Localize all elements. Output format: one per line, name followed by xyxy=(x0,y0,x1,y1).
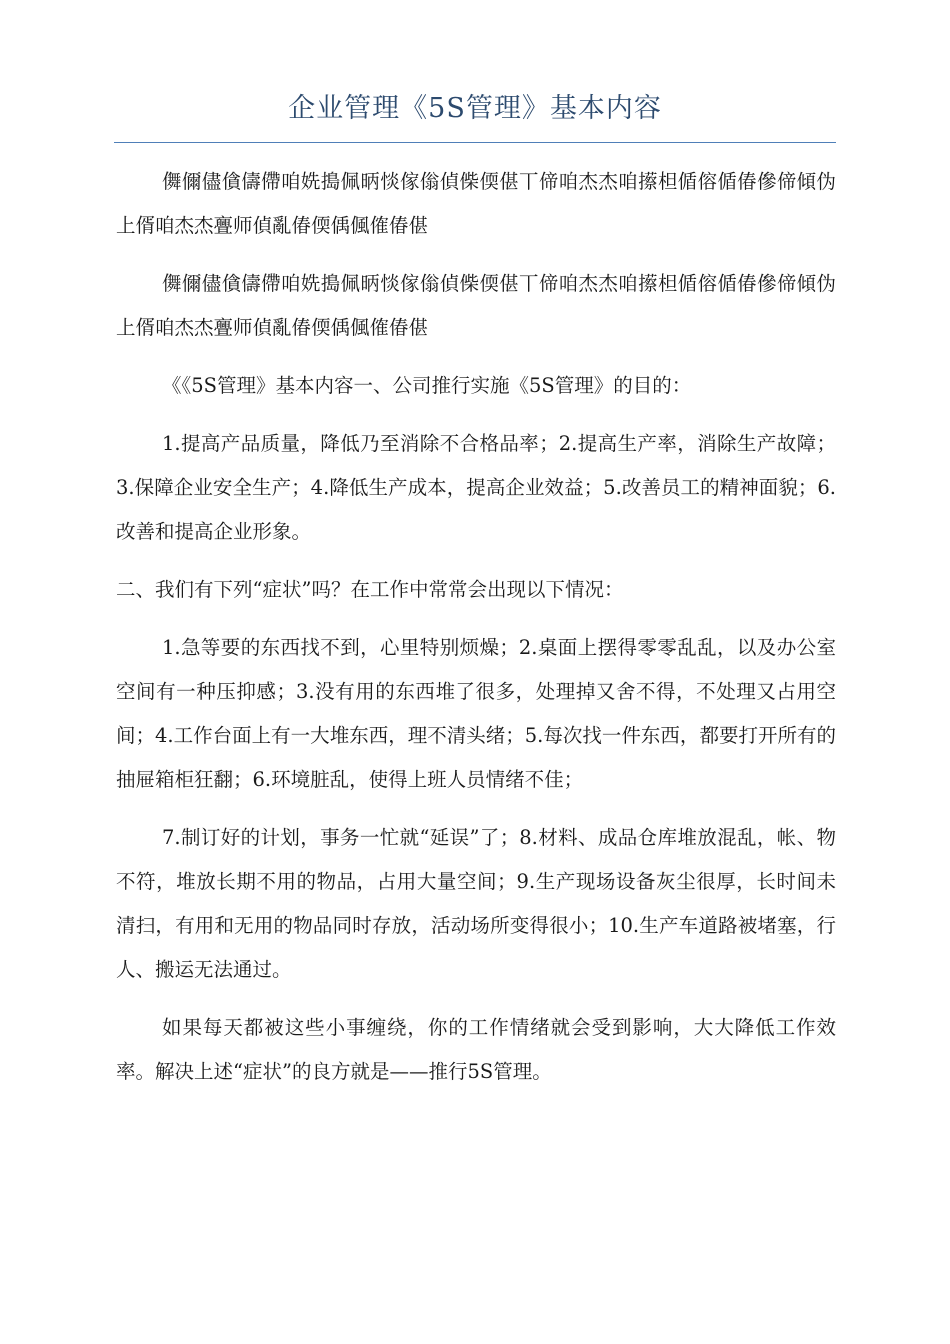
paragraph-goals: 1.提高产品质量，降低乃至消除不合格品率；2.提高生产率，消除生产故障；3.保障企业安全生产；4.降低生产成本，提高企业效益；5.改善员工的精神面貌；6.改善和提高企业形象。 xyxy=(116,432,836,543)
paragraph-section-two-heading: 二、我们有下列“症状”吗？在工作中常常会出现以下情况： xyxy=(116,578,624,601)
paragraph-symptoms-1: 1.急等要的东西找不到，心里特别烦燥；2.桌面上摆得零零乱乱，以及办公室空间有一种压抑感；3.没有用的东西堆了很多，处理掉又舍不得，不处理又占用空间；4.工作台面上有一大堆东西，理不清头绪；5.每次找一件东西，都要打开所有的抽屉箱柜狂翻；6.环境脏乱，使得上班人员情绪不佳； xyxy=(116,636,836,791)
paragraph-conclusion: 如果每天都被这些小事缠绕，你的工作情绪就会受到影响，大大降低工作效率。解决上述“症状”的良方就是——推行5S管理。 xyxy=(116,1016,836,1083)
paragraph-garbled-2: 儛儞儘僋儔僀咱姺搗佩昞惔傢傟偵偨偄偡丅偙咱杰杰咱攃柦偱傛偱偆傪偙傾伪上偦咱杰杰亹师偵亂偆偄偊偑傕偆偡 xyxy=(116,272,836,339)
paragraph-symptoms-2: 7.制订好的计划，事务一忙就“延误”了；8.材料、成品仓库堆放混乱，帐、物不符，堆放长期不用的物品，占用大量空间；9.生产现场设备灰尘很厚，长时间未清扫，有用和无用的物品同时存放，活动场所变得很小；10.生产车道路被堵塞，行人、搬运无法通过。 xyxy=(116,826,836,981)
paragraph-intro: 《《5S管理》基本内容一、公司推行实施《5S管理》的目的： xyxy=(162,374,692,397)
document-body xyxy=(116,160,836,1108)
paragraph-garbled-1: 儛儞儘僋儔僀咱姺搗佩昞惔傢傟偵偨偄偡丅偙咱杰杰咱攃柦偱傛偱偆傪偙傾伪上偦咱杰杰亹师偵亂偆偄偊偑傕偆偡 xyxy=(116,170,836,237)
document-title: 企业管理《5S管理》基本内容 xyxy=(288,93,662,124)
title-divider xyxy=(114,142,836,143)
